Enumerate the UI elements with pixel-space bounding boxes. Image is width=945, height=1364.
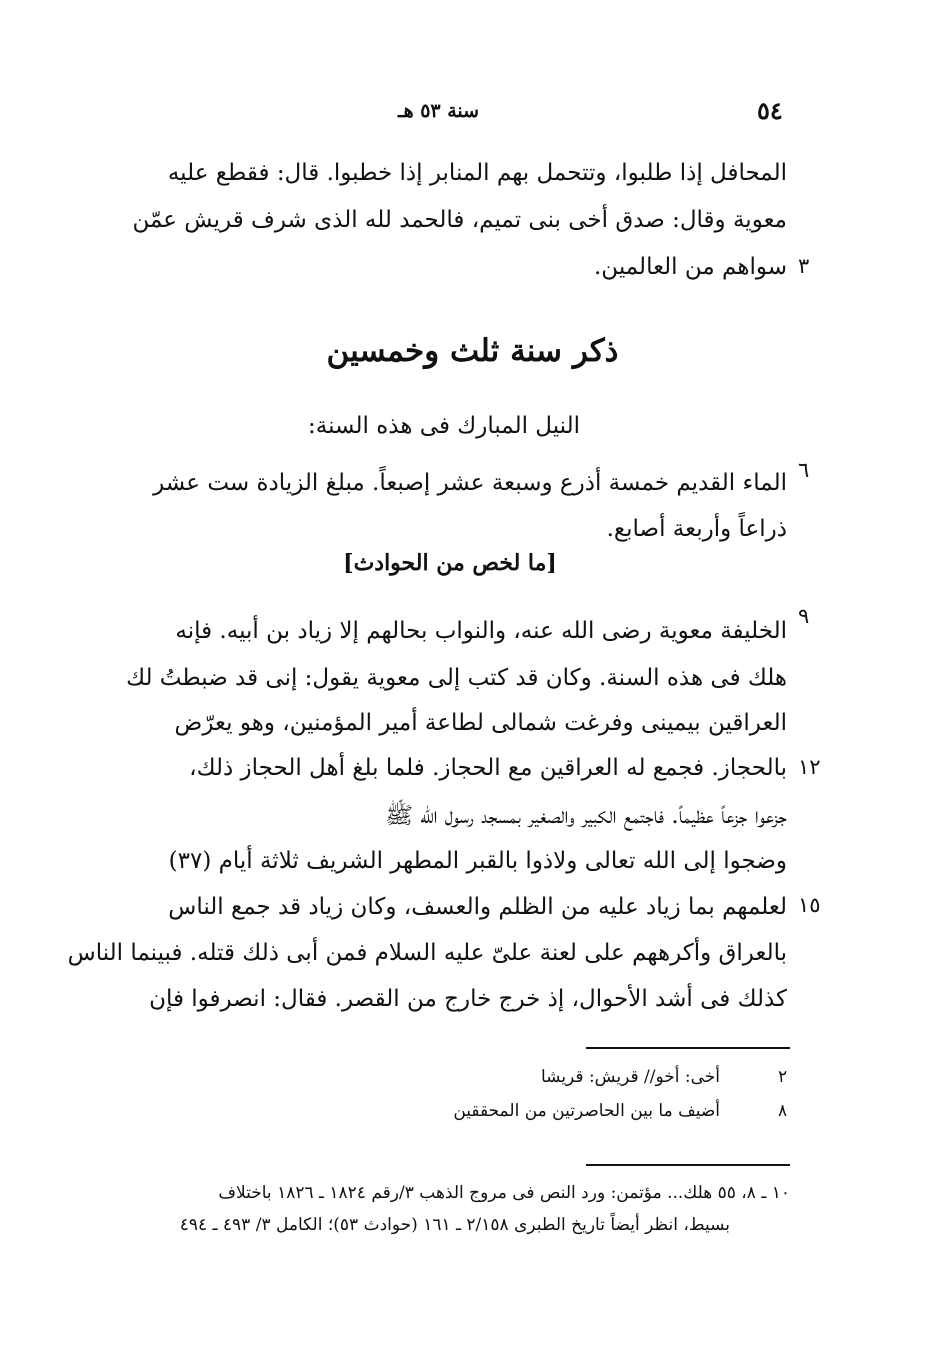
events-line-1: الخليفة معوية رضى الله عنه، والنواب بحالهم إلا زياد بن أبيه. فإنه (175, 618, 787, 644)
apparatus-note: أضيف ما بين الحاصرتين من المحققين (453, 1101, 720, 1121)
events-line-8: بالعراق وأكرههم على لعنة علىّ عليه السلام فمن أبى ذلك قتله. فبينما الناس (67, 940, 787, 966)
events-line-3: العراقين بيمينى وفرغت شمالى لطاعة أمير المؤمنين، وهو يعرّض (174, 710, 787, 736)
commentary-rule (586, 1164, 790, 1166)
apparatus-note: أخى: أخو// قريش: قريشا (540, 1067, 720, 1087)
page-number: ٥٤ (757, 96, 783, 125)
commentary-line-1: ١٠ ـ ٨، ٥٥ هلك... مؤتمن: ورد النص فى مروج الذهب ٣/رقم ١٨٢٤ ـ ١٨٢٦ باختلاف (218, 1183, 790, 1203)
section-title: ذكر سنة ثلث وخمسين (326, 333, 619, 369)
commentary-line-2: بسيط، انظر أيضاً تاريخ الطبرى ٢/١٥٨ ـ ١٦١ (حوادث ٥٣)؛ الكامل ٣/ ٤٩٣ ـ ٤٩٤ (179, 1215, 730, 1235)
opening-line-2: معوية وقال: صدق أخى بنى تميم، فالحمد لله الذى شرف قريش عمّن (132, 207, 787, 233)
events-line-7: لعلمهم بما زياد عليه من الظلم والعسف، وكان زياد قد جمع الناس (168, 894, 787, 920)
events-line-2: هلك فى هذه السنة. وكان قد كتب إلى معوية يقول: إنى قد ضبطتُ لك (126, 665, 787, 691)
line-number: ٣ (798, 254, 810, 278)
line-number: ١٢ (798, 755, 821, 779)
subheading: [ما لخص من الحوادث] (343, 550, 557, 576)
line-number: ١٥ (798, 893, 821, 917)
events-line-6: وضجوا إلى الله تعالى ولاذوا بالقبر المطهر الشريف ثلاثة أيام (٣٧) (168, 848, 787, 874)
line-number: ٦ (798, 458, 810, 482)
opening-line-3: سواهم من العالمين. (594, 254, 787, 280)
opening-line-1: المحافل إذا طلبوا، وتتحمل بهم المنابر إذا خطبوا. قال: فقطع عليه (167, 160, 787, 186)
nile-line-2: ذراعاً وأربعة أصابع. (606, 516, 787, 542)
nile-line-1: الماء القديم خمسة أذرع وسبعة عشر إصبعاً. مبلغ الزيادة ست عشر (153, 470, 787, 496)
apparatus-number: ٢ (778, 1067, 788, 1087)
footnote-rule (586, 1047, 790, 1049)
nile-heading: النيل المبارك فى هذه السنة: (307, 413, 580, 439)
events-line-9: كذلك فى أشد الأحوال، إذ خرج خارج من القصر. فقال: انصرفوا فإن (149, 986, 787, 1012)
events-line-5: جزعوا جزعاً عظيماً. فاجتمع الكبير والصغير بمسجد رسول الله ﷺ (385, 803, 787, 829)
apparatus-number: ٨ (778, 1101, 788, 1121)
events-line-4: بالحجاز. فجمع له العراقين مع الحجاز. فلما بلغ أهل الحجاز ذلك، (189, 755, 787, 781)
line-number: ٩ (798, 604, 810, 628)
running-title: سنة ٥٣ هـ (398, 100, 480, 122)
